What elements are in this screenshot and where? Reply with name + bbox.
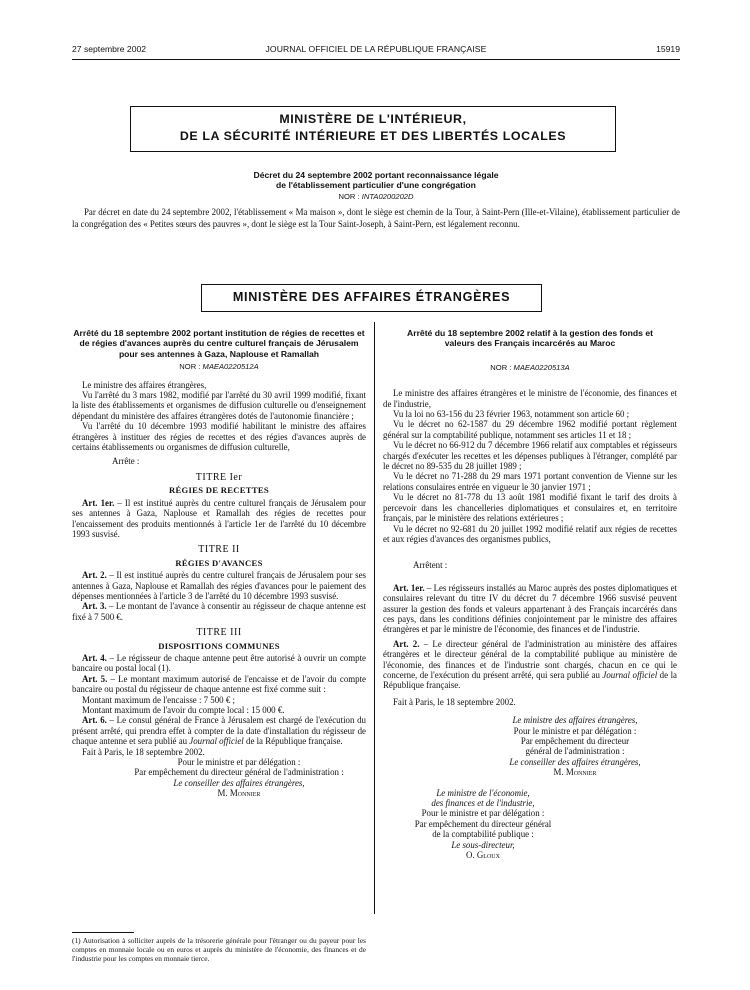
left-sig3: Le conseiller des affaires étrangères, [173, 777, 305, 788]
ministry-foreign-affairs-box: MINISTÈRE DES AFFAIRES ÉTRANGÈRES [201, 284, 542, 312]
right-column [383, 328, 677, 860]
header-date: 27 septembre 2002 [72, 44, 147, 54]
footnote-rule [72, 932, 134, 933]
column-divider [374, 322, 375, 914]
right-p6: Vu le décret no 81-778 du 13 août 1981 modifié fixant le tarif des droits à percevoir dans les chancelleries diplomatiques et consulaires et, en territoire français, par le ministère des relations extérieures ; [383, 492, 677, 524]
right-nor: NOR : MAEA0220513A [490, 362, 570, 372]
right-p7: Vu le décret no 92-681 du 20 juillet 1992 modifié relatif aux régies de recettes et aux régies d'avances des organismes publics, [383, 523, 677, 544]
footnote: (1) Autorisation à solliciter auprès de la trésorerie générale pour l'étranger ou du payeur pour les comptes en monnaie locale ou en euros et auprès du ministère de l'économie, des finances et de l'industrie pour les comptes en monnaie tierce. [72, 936, 366, 963]
right-p4: Vu le décret no 66-912 du 7 décembre 1966 relatif aux comptables et régisseurs chargés d'exécuter les recettes et les dépenses publiques à l'étranger, complété par le décret no 89-535 du 28 juillet 1989 ; [383, 440, 677, 472]
left-p3: Vu l'arrêté du 10 décembre 1993 modifié habilitant le ministre des affaires étrangères à instituer des régies de recettes et des régies d'avances auprès de certains établissements ou organismes de diffusion culturelle, [72, 421, 366, 453]
left-art1: Art. 1er. – Il est institué auprès du centre culturel français de Jérusalem pour ses antennes à Gaza, Naplouse et Ramallah des régies de recettes pour l'encaissement des produits mentionnés à l'article 1er de l'arrêté du 10 décembre 1993 susvisé. [72, 497, 366, 539]
left-p2: Vu l'arrêté du 3 mars 1982, modifié par l'arrêté du 30 avril 1999 modifié, fixant la liste des établissements et organismes de diffusion culturelle ou d'enseignement dépendant du ministère des affaires étrangères dotés de l'autonomie financière ; [72, 390, 366, 421]
left-art3: Art. 3. – Le montant de l'avance à consentir au régisseur de chaque antenne est fixé à 7 500 €. [72, 601, 366, 622]
ministry-interior-line1: MINISTÈRE DE L'INTÉRIEUR, [279, 112, 467, 126]
header-page-number: 15919 [656, 44, 680, 54]
left-art2: Art. 2. – Il est institué auprès du centre culturel français de Jérusalem pour ses antennes à Gaza, Naplouse et Ramallah des régies d'avances pour le paiement des dépenses mentionnées à l'article 3 de l'arrêté du 10 décembre 1993 susvisé. [72, 570, 366, 601]
left-sig1: Pour le ministre et par délégation : [177, 757, 301, 768]
ministry-interior-line2: DE LA SÉCURITÉ INTÉRIEURE ET DES LIBERTÉS LOCALES [179, 129, 567, 143]
right-art1: Art. 1er. – Les régisseurs installés au Maroc auprès des postes diplomatiques et consulaires relevant du titre IV du décret du 7 décembre 1966 susvisé peuvent assurer la gestion des fonds et valeurs appartenant à des Français incarcérés dans ces pays, dans les conditions définies conjointement par le ministre des affaires étrangères et par le ministre de l'économie, des finances et de l'industrie. [383, 582, 677, 635]
right-p1: Le ministre des affaires étrangères et le ministre de l'économie, des finances et de l'industrie, [383, 388, 677, 409]
right-p5: Vu le décret no 71-288 du 29 mars 1971 portant convention de Vienne sur les relations consulaires entrée en vigueur le 30 janvier 1971 ; [383, 471, 677, 492]
left-art5: Art. 5. – Le montant maximum autorisé de l'encaisse et de l'avoir du compte bancaire ou postal du régisseur de chaque antenne est fixé comme suit : [72, 673, 366, 695]
left-titre2: TITRE II [198, 544, 240, 556]
right-p2: Vu la loi no 63-156 du 23 février 1963, notamment son article 60 ; [393, 409, 630, 420]
decree-nor: NOR : INTA0200202D [338, 192, 414, 201]
header-rule [72, 59, 680, 60]
left-art5-b: Montant maximum de l'avoir du compte local : 15 000 €. [82, 705, 285, 715]
left-sig4: M. Monnier [217, 788, 261, 799]
left-arrete: Arrête : [112, 456, 140, 467]
left-titre1-sub: RÉGIES DE RECETTES [169, 485, 269, 496]
header-journal-title: JOURNAL OFFICIEL DE LA RÉPUBLIQUE FRANÇAISE [265, 44, 487, 54]
running-header [72, 44, 680, 58]
left-art6: Art. 6. – Le consul général de France à Jérusalem est chargé de l'exécution du présent arrêté, qui prendra effet à compter de la date d'installation du régisseur de chaque antenne et sera publié au Journal officiel de la République française. [72, 715, 366, 747]
left-art5-a: Montant maximum de l'encaisse : 7 500 € ; [82, 694, 235, 705]
right-arrete-title: Arrêté du 18 septembre 2002 relatif à la gestion des fonds et valeurs des Français incarcérés au Maroc [407, 328, 653, 349]
right-fait: Fait à Paris, le 18 septembre 2002. [393, 696, 516, 707]
right-arretent: Arrêtent : [413, 560, 448, 571]
right-signature-block-1: Le ministre des affaires étrangères, Pour le ministre et par délégation : Par empêchement du directeur général de l'administration : Le conseiller des affaires étrangères, M. Monnier [509, 715, 641, 778]
right-signature-block-2: Le ministre de l'économie, des finances et de l'industrie, Pour le ministre et par délégation : Par empêchement du directeur général de la comptabilité publique : Le sous-directeur, O. Gloux [414, 787, 552, 861]
left-p1: Le ministre des affaires étrangères, [82, 379, 207, 390]
left-titre3: TITRE III [196, 627, 242, 639]
right-art2: Art. 2. – Le directeur général de l'administration au ministère des affaires étrangères et le directeur général de la comptabilité publique au ministère de l'économie, des finances et de l'industrie sont chargés, chacun en ce qui le concerne, de l'exécution du présent arrêté, qui sera publié au Journal officiel de la République française. [383, 638, 677, 691]
decree-title-line2: de l'établissement particulier d'une congrégation [276, 180, 476, 190]
decree-nor-code: INTA0200202D [361, 192, 414, 201]
left-nor: NOR : MAEA0220512A [179, 362, 259, 372]
decree-section [72, 170, 680, 230]
left-arrete-title: Arrêté du 18 septembre 2002 portant institution de régies de recettes et de régies d'avances auprès du centre culturel français de Jérusalem pour ses antennes à Gaza, Naplouse et Ramallah [73, 328, 365, 359]
left-art4: Art. 4. – Le régisseur de chaque antenne peut être autorisé à ouvrir un compte bancaire ou postal local (1). [72, 652, 366, 674]
decree-title-line1: Décret du 24 septembre 2002 portant reconnaissance légale [253, 170, 499, 180]
decree-body: Par décret en date du 24 septembre 2002, l'établissement « Ma maison », dont le siège est chemin de la Tour, à Saint-Pern (Ille-et-Vilaine), établissement particulier de la congrégation des « Petites sœurs des pauvres », dont le siège est la Tour Saint-Joseph, à Saint-Pern, est légalement reconnu. [72, 207, 680, 229]
left-titre1: TITRE Ier [195, 471, 243, 483]
left-titre3-sub: DISPOSITIONS COMMUNES [158, 640, 280, 651]
left-column [72, 328, 366, 799]
left-titre2-sub: RÉGIES D'AVANCES [175, 557, 263, 568]
left-fait: Fait à Paris, le 18 septembre 2002. [82, 746, 205, 757]
left-sig2: Par empêchement du directeur général de l'administration : [134, 767, 344, 778]
ministry-interior-box [130, 106, 616, 152]
right-p3: Vu le décret no 62-1587 du 29 décembre 1962 modifié portant règlement général sur la comptabilité publique, notamment ses articles 11 et 18 ; [383, 419, 677, 440]
